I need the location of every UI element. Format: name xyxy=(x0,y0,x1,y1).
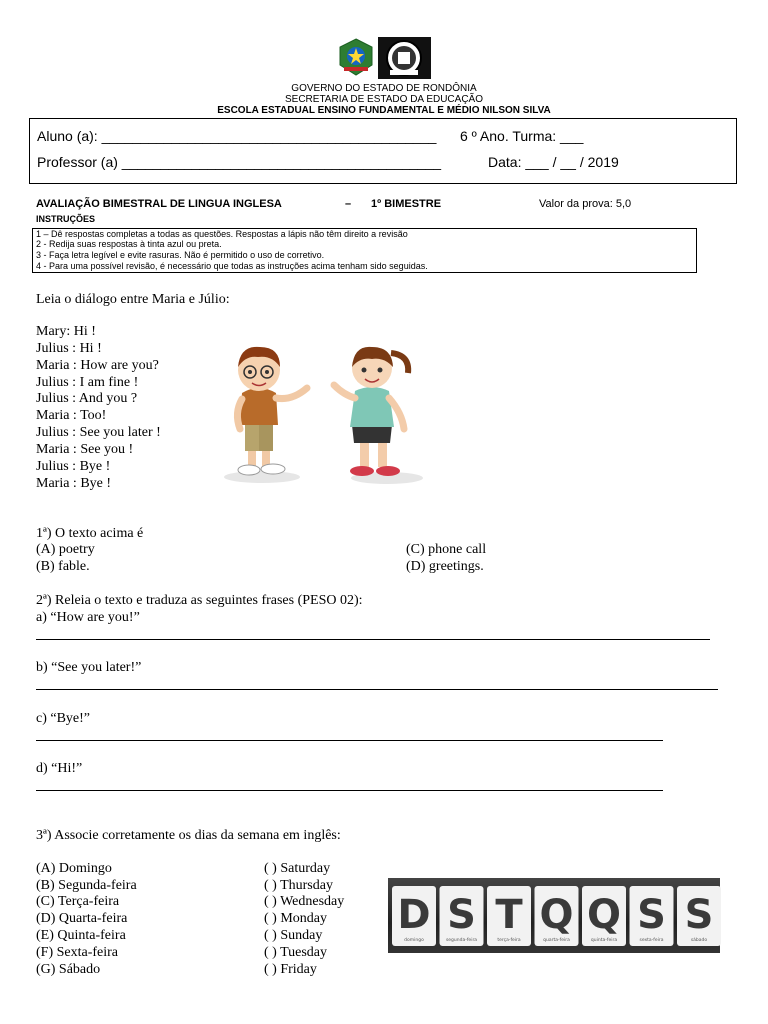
q1-option-c[interactable]: (C) phone call xyxy=(406,542,487,557)
answer-line[interactable] xyxy=(36,740,663,741)
dialogue-line: Mary: Hi ! xyxy=(36,324,96,339)
q3-right-item[interactable]: ( ) Wednesday xyxy=(264,894,345,909)
tile-letter: Q xyxy=(586,892,622,938)
instruction-item: 2 - Redija suas respostas à tinta azul ou preta. xyxy=(36,239,222,249)
tile-letter: Q xyxy=(539,892,574,938)
dialogue-intro: Leia o diálogo entre Maria e Júlio: xyxy=(36,292,230,307)
tile-letter: S xyxy=(684,892,714,938)
week-letter-tiles xyxy=(392,886,721,946)
q3-right-item[interactable]: ( ) Thursday xyxy=(264,878,333,893)
dialogue-line: Maria : How are you? xyxy=(36,358,159,373)
exam-value: Valor da prova: 5,0 xyxy=(539,198,632,210)
q1-option-b[interactable]: (B) fable. xyxy=(36,559,90,574)
tile-caption: sábado xyxy=(690,938,708,943)
dialogue-line: Maria : Too! xyxy=(36,408,107,423)
girl-character xyxy=(334,347,408,476)
date-field[interactable]: Data: ___ / __ / 2019 xyxy=(488,154,619,170)
tile-caption: domingo xyxy=(404,938,424,943)
dialogue-line: Maria : See you ! xyxy=(36,442,134,457)
answer-line[interactable] xyxy=(36,790,663,791)
question-1: 1ª) O texto acima é xyxy=(36,526,144,541)
header-government: GOVERNO DO ESTADO DE RONDÔNIA xyxy=(291,83,477,94)
instruction-item: 4 - Para uma possível revisão, é necessário que todas as instruções acima tenham sido seguidas. xyxy=(36,261,428,271)
header-secretariat: SECRETARIA DE ESTADO DA EDUCAÇÃO xyxy=(284,94,483,105)
dialogue-line: Maria : Bye ! xyxy=(36,476,112,491)
tile-letter: S xyxy=(447,892,476,938)
dialogue-line: Julius : Bye ! xyxy=(36,459,111,474)
teacher-field[interactable]: Professor (a) _________________________________________ xyxy=(37,154,442,170)
tile-letter: S xyxy=(637,892,666,938)
q3-right-item[interactable]: ( ) Sunday xyxy=(264,928,323,943)
tile-letter: D xyxy=(397,892,431,938)
q3-left-item: (D) Quarta-feira xyxy=(36,911,128,926)
q3-right-item[interactable]: ( ) Tuesday xyxy=(264,945,328,960)
q3-right-item[interactable]: ( ) Friday xyxy=(264,962,317,977)
exam-bimester: 1º BIMESTRE xyxy=(371,198,442,210)
answer-line[interactable] xyxy=(36,639,710,640)
q2-item-b: b) “See you later!” xyxy=(36,660,142,675)
q3-left-item: (E) Quinta-feira xyxy=(36,928,126,943)
dialogue-line: Julius : And you ? xyxy=(36,391,138,406)
q3-left-item: (B) Segunda-feira xyxy=(36,878,137,893)
answer-line[interactable] xyxy=(36,689,718,690)
tile-caption: segunda-feira xyxy=(445,938,478,943)
q3-left-item: (G) Sábado xyxy=(36,962,101,977)
q3-left-item: (A) Domingo xyxy=(36,861,112,876)
q3-left-item: (F) Sexta-feira xyxy=(36,945,119,960)
tile-caption: sexta-feira xyxy=(639,938,664,943)
student-name-field[interactable]: Aluno (a): ___________________________________________ xyxy=(37,128,437,144)
dialogue-line: Julius : I am fine ! xyxy=(36,375,139,390)
state-coat-of-arms xyxy=(336,37,376,77)
q3-left-item: (C) Terça-feira xyxy=(36,894,120,909)
q2-item-d: d) “Hi!” xyxy=(36,761,83,776)
kids-talking-illustration xyxy=(212,343,434,488)
instruction-item: 3 - Faça letra legível e evite rasuras. Não é permitido o uso de corretivo. xyxy=(36,250,325,260)
boy-character xyxy=(237,347,307,475)
school-seal xyxy=(378,37,431,79)
q1-option-d[interactable]: (D) greetings. xyxy=(406,559,484,574)
grade-class-field[interactable]: 6 º Ano. Turma: ___ xyxy=(460,128,584,144)
dialogue-line: Julius : Hi ! xyxy=(36,341,102,356)
exam-title: AVALIAÇÃO BIMESTRAL DE LINGUA INGLESA xyxy=(36,198,282,210)
q3-right-item[interactable]: ( ) Saturday xyxy=(264,861,331,876)
dialogue-line: Julius : See you later ! xyxy=(36,425,161,440)
week-days-letters-image xyxy=(388,878,720,953)
tile-caption: quinta-feira xyxy=(590,938,618,943)
tile-caption: terça-feira xyxy=(497,938,521,943)
exam-title-dash: – xyxy=(345,198,352,210)
q2-item-a: a) “How are you!” xyxy=(36,610,140,625)
question-3: 3ª) Associe corretamente os dias da semana em inglês: xyxy=(36,828,341,843)
q3-right-item[interactable]: ( ) Monday xyxy=(264,911,327,926)
instruction-item: 1 – Dê respostas completas a todas as questões. Respostas a lápis não têm direito a revisão xyxy=(36,229,408,239)
header-school: ESCOLA ESTADUAL ENSINO FUNDAMENTAL E MÉDIO NILSON SILVA xyxy=(217,105,551,116)
q1-option-a[interactable]: (A) poetry xyxy=(36,542,95,557)
instructions-title: INSTRUÇÕES xyxy=(36,214,96,224)
tile-letter: T xyxy=(495,892,523,938)
q2-item-c: c) “Bye!” xyxy=(36,711,91,726)
question-2: 2ª) Releia o texto e traduza as seguintes frases (PESO 02): xyxy=(36,593,363,608)
tile-caption: quarta-feira xyxy=(543,938,570,943)
